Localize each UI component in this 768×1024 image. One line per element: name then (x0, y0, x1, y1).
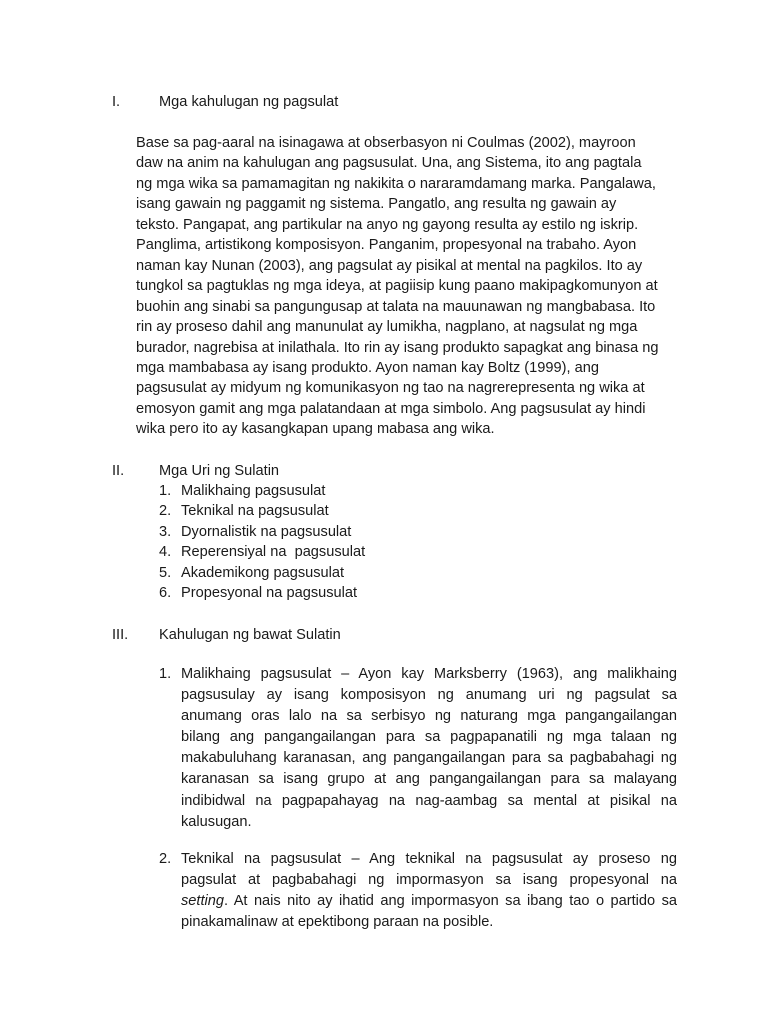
definition-text (181, 849, 677, 933)
list-number: 3. (159, 523, 172, 540)
list-item (159, 501, 365, 521)
definition-line: makabuluhang karanasan, ang pangangailangan para sa pagbabahagi ng (181, 750, 677, 767)
definition-line: bilang ang pangangailangan para sa pagpapanatili ng mga talaan ng (181, 729, 677, 746)
paragraph-line: mga mambabasa ay isang produkto. Ayon naman kay Boltz (1999), ang (136, 359, 599, 376)
definition-line: Malikhaing pagsusulat – Ayon kay Marksberry (1963), ang malikhaing (181, 666, 677, 682)
definition-line: pagsusulay ay isang komposisyon ng anumang uri ng pagsulat sa (181, 687, 677, 704)
paragraph-line: teksto. Pangapat, ang partikular na anyo ng gayong resulta ay estilo ng iskrip. (136, 216, 639, 233)
paragraph-line: emosyon gamit ang mga palatandaan at mga simbolo. Ang pagsusulat ay hindi (136, 400, 646, 417)
definition-line: setting. At nais nito ay ihatid ang impormasyon sa ibang tao o partido sa (181, 893, 677, 910)
paragraph-line: Base sa pag-aaral na isinagawa at obserbasyon ni Coulmas (2002), mayroon (136, 135, 636, 151)
italic-term: setting (181, 893, 224, 910)
paragraph-line: wika pero ito ay kasangkapan upang mabasa ang wika. (136, 421, 495, 438)
list-item (159, 563, 365, 583)
list-number: 5. (159, 564, 172, 581)
definition-line: karanasan sa isang grupo at ang pangangailangan para sa malayang (181, 771, 677, 788)
section-title: Mga kahulugan ng pagsulat (159, 94, 339, 110)
paragraph-line: isang gawain ng paggamit ng sistema. Pangatlo, ang resulta ng gawain ay (136, 196, 617, 213)
list-item-label: Akademikong pagsusulat (181, 564, 345, 581)
list-item-label: Reperensiyal na pagsusulat (181, 544, 366, 561)
list-number: 1. (159, 666, 172, 682)
list-number: 2. (159, 503, 172, 520)
section-title: Mga Uri ng Sulatin (159, 463, 280, 479)
section-title: Kahulugan ng bawat Sulatin (159, 627, 341, 643)
section-heading-2 (112, 461, 672, 481)
definition-line: indibidwal na pagpapahayag na nag-aambag sa mental at pisikal na (181, 792, 677, 809)
list-number: 2. (159, 851, 172, 867)
definition-line: Teknikal na pagsusulat – Ang teknikal na pagsusulat ay proseso ng (181, 851, 677, 867)
paragraph-line: ng mga wika sa pamamagitan ng nakikita o nararamdamang marka. Pangalawa, (136, 175, 656, 192)
paragraph-line: rin ay proseso dahil ang manunulat ay lumikha, nagplano, at nagsulat ng mga (136, 319, 638, 336)
list-number: 1. (159, 483, 172, 499)
paragraph-line: burador, nagrebisa at inilathala. Ito rin ay isang produkto sapagkat ang binasa ng (136, 339, 659, 356)
definition-line: pagsulat at pagbabahagi ng impormasyon sa isang propesyonal na (181, 872, 677, 889)
list-item (159, 481, 365, 501)
section-numeral: II. (112, 463, 125, 479)
writing-types-list (159, 481, 365, 603)
list-item-label: Teknikal na pagsusulat (181, 503, 329, 520)
paragraph-line: naman kay Nunan (2003), ang pagsulat ay pisikal at mental na pagkilos. Ito ay (136, 257, 643, 274)
paragraph-line: Panglima, artistikong komposisyon. Panganim, propesyonal na trabaho. Ayon (136, 237, 637, 254)
paragraph-line: buohin ang sinabi sa pangungusap at talata na mauunawan ng mangbabasa. Ito (136, 298, 656, 315)
definition-line: kalusugan. (181, 813, 252, 830)
list-number: 4. (159, 544, 172, 561)
list-item (159, 583, 365, 603)
section-1-paragraph (136, 133, 681, 440)
list-item-label: Dyornalistik na pagsusulat (181, 523, 352, 540)
paragraph-line: tungkol sa pagtuklas ng mga ideya, at pagiisip kung paano makipagkomunyon at (136, 278, 658, 295)
list-number: 6. (159, 584, 172, 601)
definition-text (181, 664, 677, 833)
section-numeral: III. (112, 627, 129, 643)
section-heading-1 (112, 92, 672, 112)
definition-line: anumang oras lalo na sa serbisyo ng naturang mga pangangailangan (181, 708, 677, 725)
paragraph-line: pagsusulat ay midyum ng komunikasyon ng tao na nagrerepresenta ng wika at (136, 380, 645, 397)
section-heading-3 (112, 625, 672, 645)
list-item (159, 522, 365, 542)
section-numeral: I. (112, 94, 121, 110)
paragraph-line: daw na anim na kahulugan ang pagsusulat. Una, ang Sistema, ito ang pagtala (136, 155, 642, 172)
definition-line: pinakamalinaw at epektibong paraan na posible. (181, 914, 494, 931)
list-item-label: Propesyonal na pagsusulat (181, 584, 358, 601)
list-item (159, 542, 365, 562)
list-item-label: Malikhaing pagsusulat (181, 483, 326, 499)
